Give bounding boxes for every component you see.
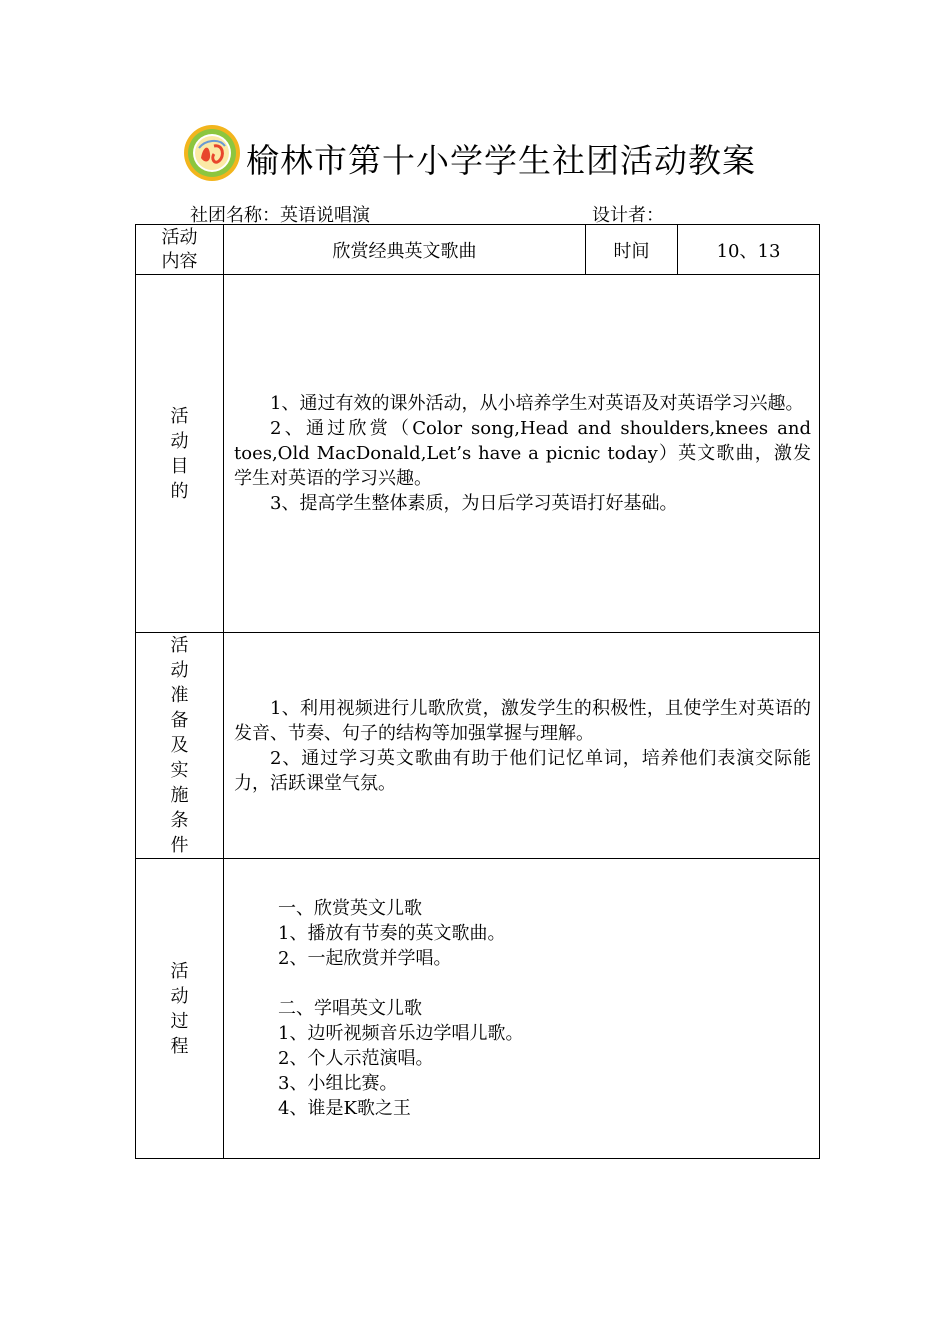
process-row [136,859,820,1159]
prep-item: 2、通过学习英文歌曲有助于他们记忆单词，培养他们表演交际能力，活跃课堂气氛。 [234,747,811,794]
designer-label: 设计者： [592,205,664,226]
page-title: 榆林市第十小学学生社团活动教案 [246,141,756,180]
process-step: 3、小组比赛。 [278,1073,398,1094]
goal-label-char: 的 [170,480,189,502]
prep-label-char: 件 [170,835,189,856]
section-heading: 二、学唱英文儿歌 [278,998,422,1019]
process-step: 2、个人示范演唱。 [278,1048,434,1069]
process-step: 1、边听视频音乐边学唱儿歌。 [278,1023,524,1044]
process-label-char: 程 [170,1035,189,1057]
lesson-plan-table [135,224,820,1159]
section-heading: 一、欣赏英文儿歌 [278,898,422,919]
process-label-char: 活 [170,960,189,982]
prep-label-char: 施 [170,785,189,806]
process-step: 4、谁是K歌之王 [278,1098,411,1119]
process-step: 2、一起欣赏并学唱。 [278,948,452,969]
prep-label-char: 活 [170,635,189,656]
goal-item: 2、通过欣赏（Color song,Head and shoulders,knees and toes,Old MacDonald,Let’s have a picnic today）英文歌曲，激发学生对英语的学习兴趣。 [234,418,811,489]
goal-content [224,275,820,633]
prep-row [136,633,820,859]
time-value: 10、13 [678,225,820,275]
process-label-char: 过 [170,1010,189,1032]
prep-label-cell [136,633,224,859]
process-content [224,859,820,1159]
content-value: 欣赏经典英文歌曲 [224,225,586,275]
goal-label-cell [136,275,224,633]
goal-item: 1、通过有效的课外活动，从小培养学生对英语及对英语学习兴趣。 [270,393,804,414]
content-label-cell [136,225,224,275]
content-label-line2: 内容 [161,250,198,272]
prep-label-char: 条 [170,810,189,831]
process-step: 1、播放有节奏的英文歌曲。 [278,923,506,944]
prep-label-char: 动 [170,660,189,681]
content-row [136,225,820,275]
process-label-cell [136,859,224,1159]
prep-label-char: 实 [170,760,189,781]
club-name: 社团名称：英语说唱演 [190,205,370,226]
goal-row [136,275,820,633]
process-label-char: 动 [170,985,189,1007]
time-label: 时间 [586,225,678,275]
school-logo [183,124,241,182]
goal-label-char: 目 [170,455,189,477]
content-label-line1: 活动 [161,226,198,248]
goal-item: 3、提高学生整体素质，为日后学习英语打好基础。 [270,493,678,514]
prep-content [224,633,820,859]
prep-label-char: 及 [170,735,189,756]
prep-item: 1、利用视频进行儿歌欣赏，激发学生的积极性，且使学生对英语的发音、节奏、句子的结构等加强掌握与理解。 [234,697,811,744]
goal-label-char: 动 [170,430,189,452]
prep-label-char: 准 [170,685,189,706]
prep-label-char: 备 [170,710,189,731]
goal-label-char: 活 [170,405,189,427]
